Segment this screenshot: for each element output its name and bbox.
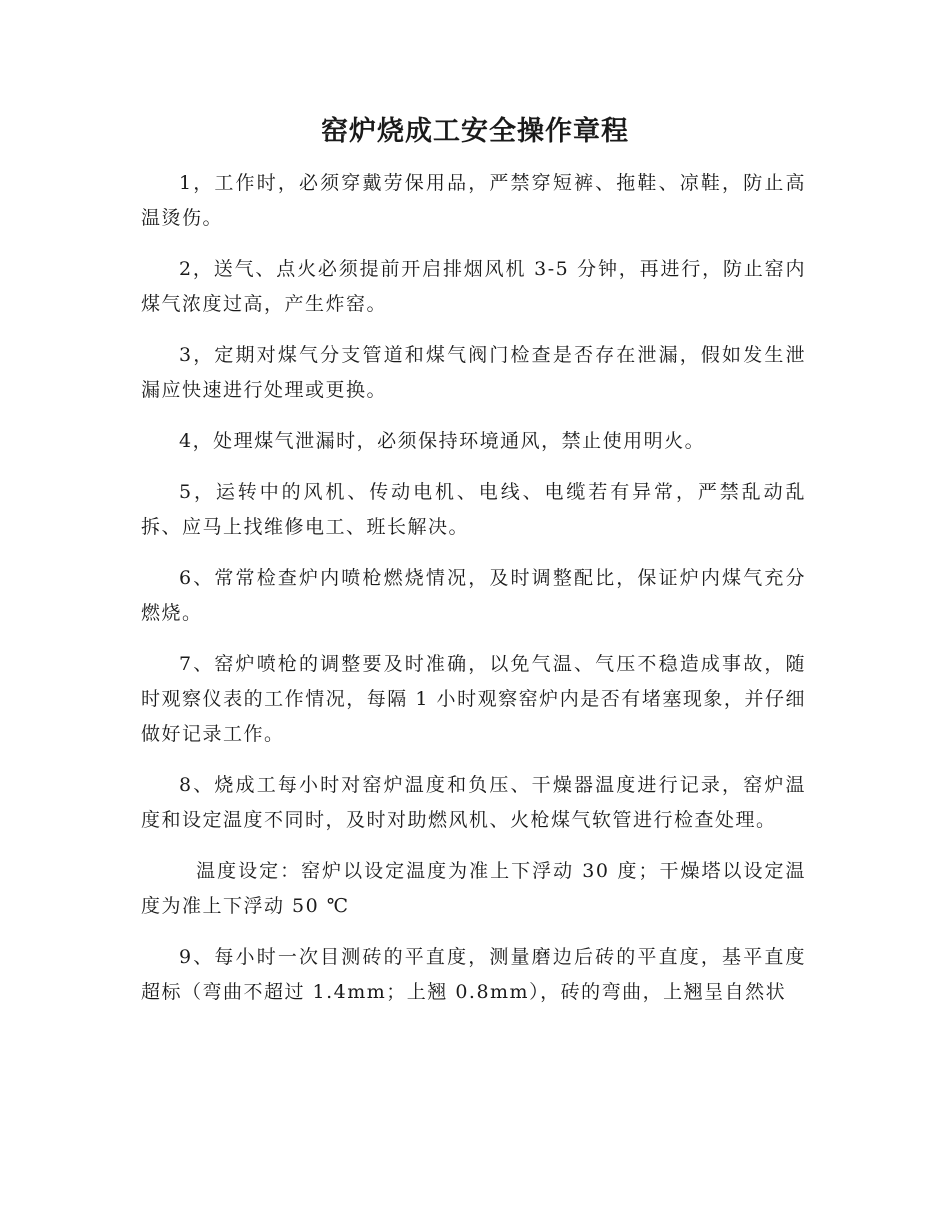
paragraph-8: 8、烧成工每小时对窑炉温度和负压、干燥器温度进行记录，窑炉温度和设定温度不同时，及时对助燃风机、火枪煤气软管进行检查处理。: [141, 774, 806, 831]
paragraph-temperature-setting: 温度设定：窑炉以设定温度为准上下浮动 30 度；干燥塔以设定温度为准上下浮动 50 ℃: [141, 860, 806, 917]
paragraph-1: 1，工作时，必须穿戴劳保用品，严禁穿短裤、拖鞋、凉鞋，防止高温烫伤。: [141, 172, 806, 229]
paragraph-4: 4，处理煤气泄漏时，必须保持环境通风，禁止使用明火。: [179, 430, 706, 452]
document-title: 窑炉烧成工安全操作章程: [321, 116, 629, 147]
paragraph-9: 9、每小时一次目测砖的平直度，测量磨边后砖的平直度，基平直度超标（弯曲不超过 1.4mm；上翘 0.8mm），砖的弯曲，上翘呈自然状: [141, 946, 806, 1003]
paragraph-7: 7、窑炉喷枪的调整要及时准确，以免气温、气压不稳造成事故，随时观察仪表的工作情况，每隔 1 小时观察窑炉内是否有堵塞现象，并仔细做好记录工作。: [141, 653, 806, 745]
paragraph-5: 5，运转中的风机、传动电机、电线、电缆若有异常，严禁乱动乱拆、应马上找维修电工、班长解决。: [141, 481, 806, 538]
paragraph-6: 6、常常检查炉内喷枪燃烧情况，及时调整配比，保证炉内煤气充分燃烧。: [141, 567, 806, 624]
paragraph-2: 2，送气、点火必须提前开启排烟风机 3-5 分钟，再进行，防止窑内煤气浓度过高，产生炸窑。: [141, 258, 806, 315]
paragraph-3: 3，定期对煤气分支管道和煤气阀门检查是否存在泄漏，假如发生泄漏应快速进行处理或更换。: [141, 344, 806, 401]
document-body: [141, 166, 806, 1026]
